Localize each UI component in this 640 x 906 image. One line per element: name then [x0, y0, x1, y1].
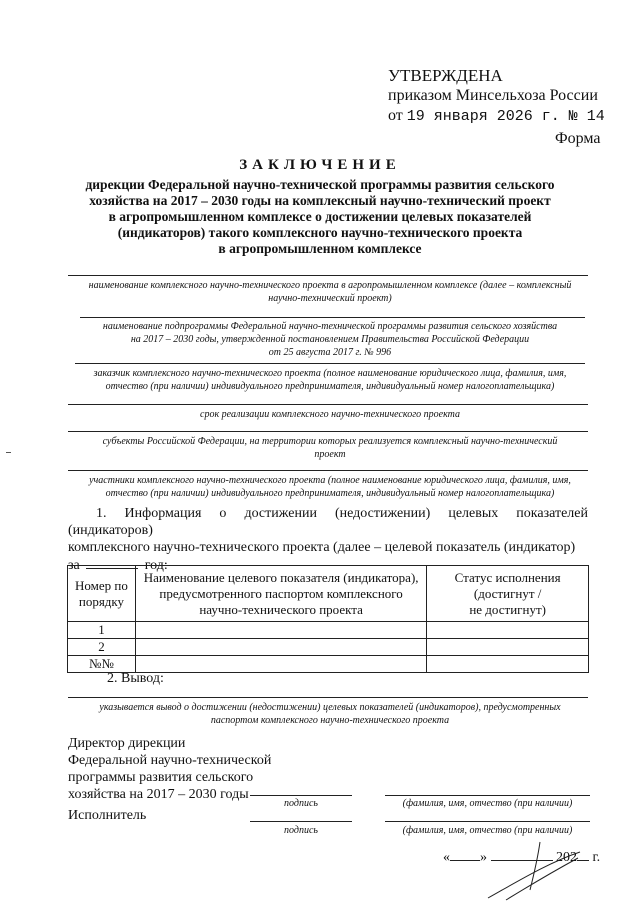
- caption-line: заказчик комплексного научно-технического проекта (полное наименование юридического лица, фамилия, имя,: [93, 368, 567, 379]
- signature-scribble-icon: [460, 840, 610, 902]
- caption-line: участники комплексного научно-технического проекта (полное наименование юридического лица, фамилия, имя,: [89, 475, 571, 486]
- field-line-term: [68, 404, 588, 405]
- field-caption-customer: [60, 367, 600, 393]
- table-header-row: [68, 566, 589, 622]
- header-number: [68, 566, 136, 622]
- header-indicator: [135, 566, 426, 622]
- year-prefix-sig: 202: [556, 850, 577, 865]
- header-line: Статус исполнения: [454, 569, 561, 585]
- margin-mark: [6, 452, 11, 453]
- conclusion-line: [68, 697, 588, 698]
- approval-date: [388, 106, 605, 127]
- caption-line: от 25 августа 2017 г. № 996: [268, 347, 392, 358]
- subtitle-line: дирекции Федеральной научно-технической программы развития сельского: [85, 177, 555, 192]
- executor-name-line[interactable]: [385, 821, 590, 822]
- approval-title: УТВЕРЖДЕНА: [388, 66, 503, 85]
- field-caption-participants: [60, 474, 600, 500]
- director-name-caption: (фамилия, имя, отчество (при наличии): [402, 798, 573, 809]
- form-label: Форма: [555, 130, 601, 147]
- caption-line: научно-технический проект): [268, 293, 392, 304]
- director-line: Директор дирекции: [68, 736, 186, 751]
- director-line: хозяйства на 2017 – 2030 годы: [68, 787, 249, 802]
- header-line: не достигнут): [469, 601, 546, 617]
- executor-signature-line[interactable]: [250, 821, 352, 822]
- approval-order: приказом Минсельхоза России: [388, 87, 598, 104]
- date-quote-close: »: [480, 850, 487, 865]
- document-title: ЗАКЛЮЧЕНИЕ: [239, 157, 401, 173]
- field-caption-term: [60, 408, 600, 421]
- caption-line: наименование комплексного научно-технического проекта в агропромышленном комплексе (далее – комплексный: [88, 280, 572, 291]
- field-caption-regions: [60, 435, 600, 461]
- table-cell: 1: [68, 622, 136, 639]
- approval-date-value: 19 января 2026 г. № 14: [406, 108, 605, 125]
- caption-line: наименование подпрограммы Федеральной научно-технической программы развития сельского хозяйства: [102, 321, 558, 332]
- caption-line: отчество (при наличии) индивидуального предпринимателя, индивидуальный номер налогоплательщика): [105, 488, 555, 499]
- approval-date-prefix: от: [388, 107, 403, 124]
- header-line: Номер по: [75, 577, 128, 593]
- director-line: Федеральной научно-технической: [68, 753, 272, 768]
- director-name-line[interactable]: [385, 795, 590, 796]
- director-line: программы развития сельского: [68, 770, 254, 785]
- director-signature-caption: подпись: [284, 798, 318, 809]
- subtitle-line: в агропромышленном комплексе о достижении целевых показателей: [108, 209, 532, 224]
- executor-signature-caption: подпись: [284, 825, 318, 836]
- caption-line: срок реализации комплексного научно-технического проекта: [200, 409, 460, 420]
- year-suffix: год:: [144, 558, 168, 573]
- field-line-regions: [68, 431, 588, 432]
- table-cell[interactable]: [135, 622, 426, 639]
- subtitle-line: в агропромышленном комплексе: [218, 241, 422, 256]
- field-line-subprogram: [80, 317, 585, 318]
- date-quote-open: «: [443, 850, 450, 865]
- executor-title: Исполнитель: [68, 808, 147, 823]
- table-row: [68, 639, 589, 656]
- field-caption-project-name: [60, 279, 600, 305]
- table-cell[interactable]: [135, 639, 426, 656]
- conclusion-caption: [60, 701, 600, 727]
- table-cell[interactable]: [427, 639, 589, 656]
- field-line-project-name: [68, 275, 588, 276]
- indicators-table: [67, 565, 589, 673]
- table-cell: 2: [68, 639, 136, 656]
- year-suffix-sig: г.: [592, 850, 601, 865]
- table-cell[interactable]: [427, 622, 589, 639]
- approval-block: [388, 66, 605, 127]
- table-cell[interactable]: [427, 656, 589, 673]
- table-cell[interactable]: [135, 656, 426, 673]
- year-prefix: за: [68, 558, 80, 573]
- caption-line: отчество (при наличии) индивидуального предпринимателя, индивидуальный номер налогоплательщика): [105, 381, 555, 392]
- field-line-participants: [68, 470, 588, 471]
- header-line: порядку: [78, 593, 125, 609]
- header-line: Наименование целевого показателя (индикатора),: [143, 569, 419, 585]
- director-signature-line[interactable]: [250, 795, 352, 796]
- subtitle-line: (индикаторов) такого комплексного научно-технического проекта: [117, 225, 523, 240]
- caption-line: паспортом комплексного научно-технического проекта: [210, 715, 450, 726]
- field-line-customer: [75, 363, 585, 364]
- header-line: (достигнут /: [473, 585, 542, 601]
- section-1-line: комплексного научно-технического проекта (далее – целевой показатель (индикатор): [68, 540, 576, 555]
- header-status: [427, 566, 589, 622]
- header-line: научно-технического проекта: [199, 601, 363, 617]
- caption-line: субъекты Российской Федерации, на территории которых реализуется комплексный научно-технический: [102, 436, 558, 447]
- document-subtitle: [60, 177, 580, 257]
- director-title: [68, 735, 271, 803]
- section-1: [68, 505, 588, 574]
- table-cell: №№: [68, 656, 136, 673]
- field-caption-subprogram: [60, 320, 600, 359]
- header-line: предусмотренного паспортом комплексного: [159, 585, 403, 601]
- caption-line: проект: [314, 449, 346, 460]
- caption-line: указывается вывод о достижении (недостижении) целевых показателей (индикаторов), предусмотренных: [99, 702, 561, 713]
- section-1-line: 1. Информация о достижении (недостижении) целевых показателей (индикаторов): [68, 506, 588, 538]
- table-row: [68, 622, 589, 639]
- caption-line: на 2017 – 2030 годы, утвержденной постановлением Правительства Российской Федерации: [130, 334, 530, 345]
- subtitle-line: хозяйства на 2017 – 2030 годы на комплексный научно-технический проект: [89, 193, 551, 208]
- section-2-label: 2. Вывод:: [107, 671, 164, 686]
- executor-name-caption: (фамилия, имя, отчество (при наличии): [402, 825, 573, 836]
